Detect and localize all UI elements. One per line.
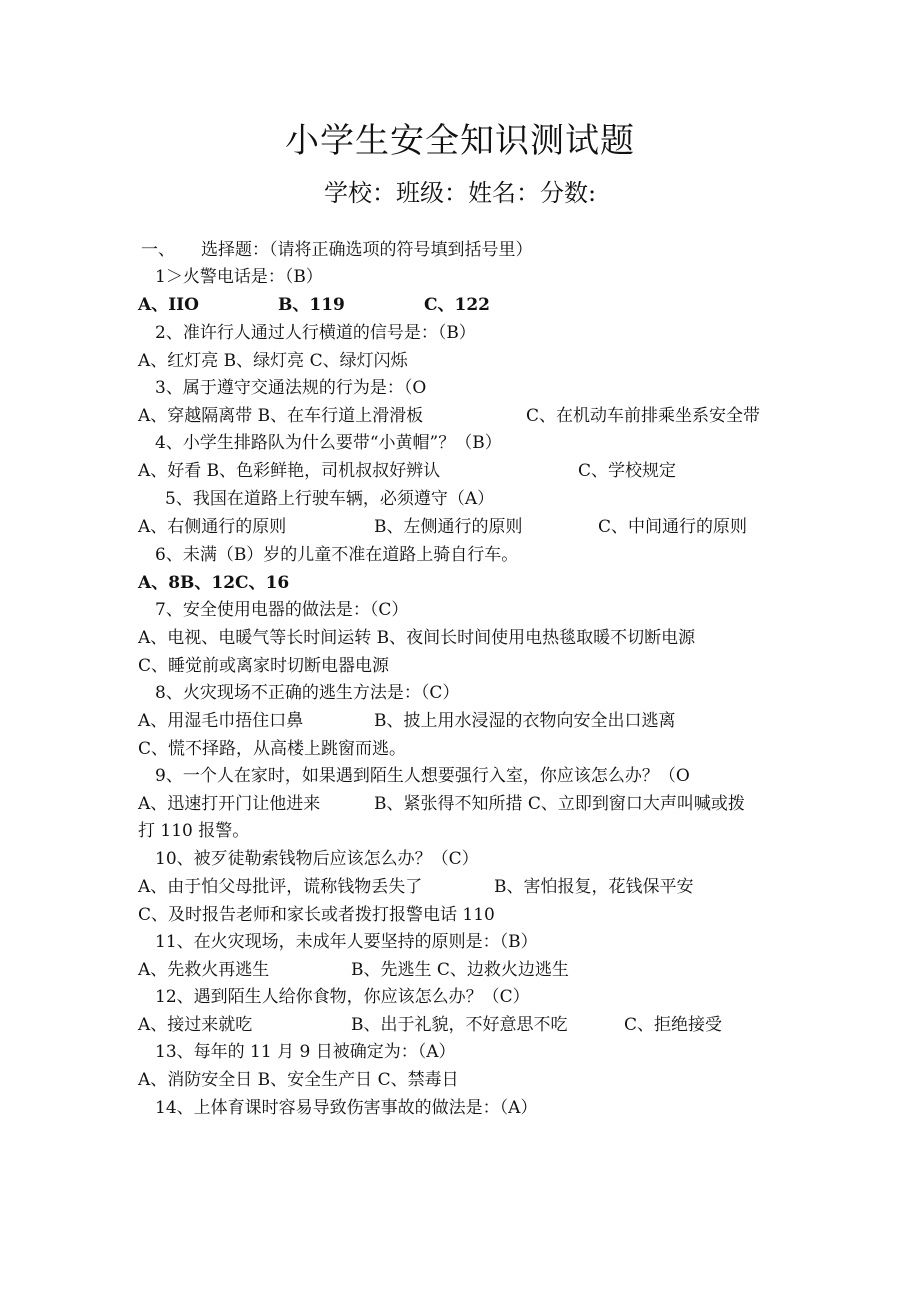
option-c: C、拒绝接受 — [624, 1015, 723, 1035]
option-a-b: A、好看 B、色彩鲜艳，司机叔叔好辨认 — [138, 461, 441, 481]
question-4: 4、小学生排路队为什么要带“小黄帽”？（B） — [155, 433, 502, 453]
option-c: C、学校规定 — [578, 461, 677, 481]
question-12: 12、遇到陌生人给你食物，你应该怎么办？（C） — [155, 987, 530, 1007]
question-1: 1＞火警电话是：（B） — [155, 267, 323, 287]
question-8: 8、火灾现场不正确的逃生方法是：（C） — [155, 683, 460, 703]
question-7: 7、安全使用电器的做法是：（C） — [155, 600, 409, 620]
question-14: 14、上体育课时容易导致伤害事故的做法是：（A） — [155, 1098, 538, 1118]
option-a: A、先救火再逃生 — [138, 960, 270, 980]
answer-line-2: A、红灯亮 B、绿灯亮 C、绿灯闪烁 — [138, 351, 408, 371]
section-number: 一、 — [141, 240, 175, 260]
answer-line-13: A、消防安全日 B、安全生产日 C、禁毒日 — [138, 1070, 459, 1090]
option-b: B、披上用水浸湿的衣物向安全出口逃离 — [374, 711, 676, 731]
option-a: A、接过来就吃 — [138, 1015, 253, 1035]
question-9: 9、一个人在家时，如果遇到陌生人想要强行入室，你应该怎么办？（O — [155, 766, 690, 786]
option-b: B、出于礼貌，不好意思不吃 — [351, 1015, 568, 1035]
section-heading — [141, 239, 533, 261]
option-c: C、122 — [424, 295, 491, 315]
answer-line-10b: C、及时报告老师和家长或者拨打报警电话 110 — [138, 905, 495, 925]
answer-line-9b: 打 110 报警。 — [138, 821, 250, 841]
question-13: 13、每年的 11 月 9 日被确定为：（A） — [155, 1042, 456, 1062]
option-a: A、IIO — [138, 295, 199, 315]
option-b-c: B、紧张得不知所措 C、立即到窗口大声叫喊或拨 — [374, 794, 745, 814]
option-a: A、右侧通行的原则 — [138, 517, 287, 537]
option-c: C、中间通行的原则 — [598, 517, 748, 537]
answer-line-8b: C、慌不择路，从高楼上跳窗而逃。 — [138, 739, 407, 759]
answer-line-7b: C、睡觉前或离家时切断电器电源 — [138, 656, 390, 676]
option-b: B、左侧通行的原则 — [374, 517, 523, 537]
option-a-b: A、穿越隔离带 B、在车行道上滑滑板 — [138, 406, 424, 426]
option-a: A、用湿毛巾捂住口鼻 — [138, 711, 304, 731]
question-6: 6、未满（B）岁的儿童不准在道路上骑自行车。 — [155, 545, 519, 565]
question-5: 5、我国在道路上行驶车辆，必须遵守（A） — [165, 489, 495, 509]
option-c: C、在机动车前排乘坐系安全带 — [526, 406, 761, 426]
student-info-line: 学校：班级：姓名：分数: — [323, 179, 597, 207]
question-10: 10、被歹徒勒索钱物后应该怎么办？（C） — [155, 849, 479, 869]
answer-line-7a: A、电视、电暖气等长时间运转 B、夜间长时间使用电热毯取暖不切断电源 — [138, 628, 696, 648]
option-b-c: B、先逃生 C、边救火边逃生 — [351, 960, 569, 980]
option-a: A、由于怕父母批评，谎称钱物丢失了 — [138, 877, 423, 897]
question-11: 11、在火灾现场，未成年人要坚持的原则是：（B） — [155, 932, 538, 952]
option-b: B、119 — [278, 295, 345, 315]
option-b: B、害怕报复，花钱保平安 — [494, 877, 694, 897]
page-title: 小学生安全知识测试题 — [285, 121, 635, 161]
answer-line-6: A、8B、12C、16 — [138, 573, 290, 593]
section-instruction: 选择题：（请将正确选项的符号填到括号里） — [201, 240, 533, 260]
option-a: A、迅速打开门让他进来 — [138, 794, 321, 814]
question-3: 3、属于遵守交通法规的行为是：（O — [155, 378, 427, 398]
question-2: 2、准许行人通过人行横道的信号是：（B） — [155, 323, 476, 343]
